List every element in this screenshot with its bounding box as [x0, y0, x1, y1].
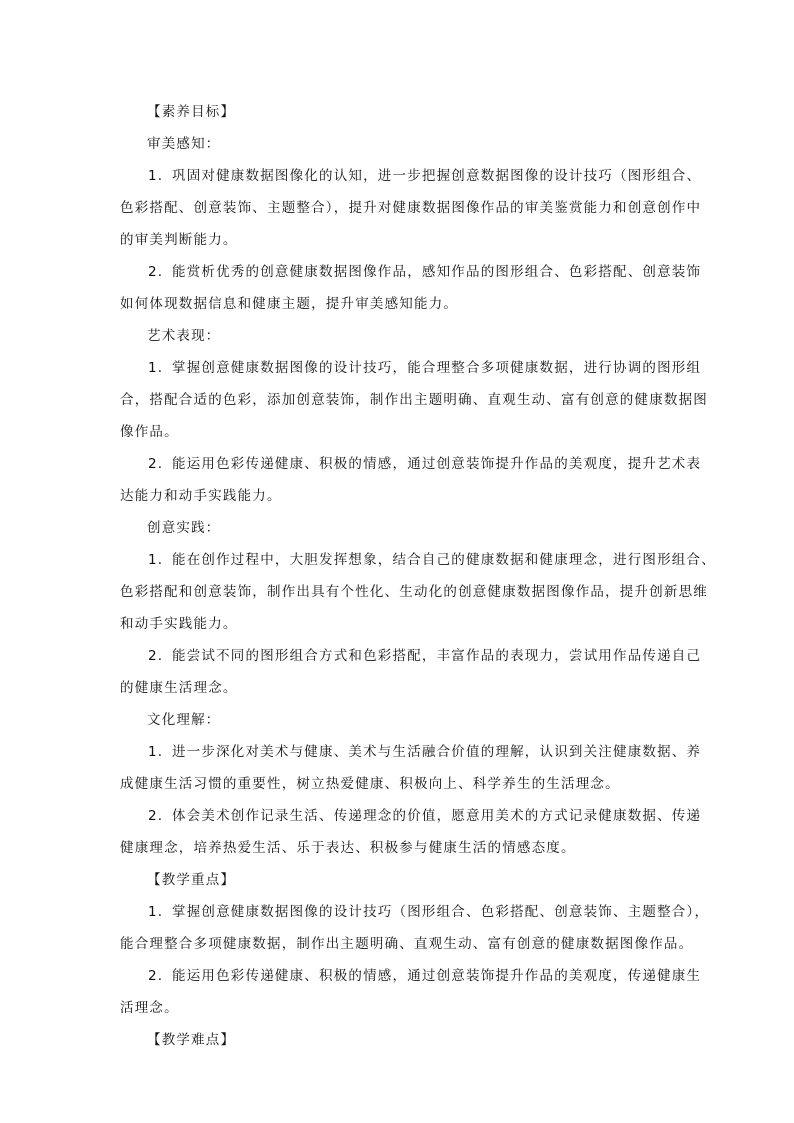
- heading-text: 【教学难点】: [147, 1032, 236, 1048]
- item-number: 1.: [148, 904, 164, 920]
- item-text: 掌握创意健康数据图像的设计技巧（图形组合、色彩搭配、创意装饰、主题整合），: [172, 904, 710, 920]
- continuation-line: [120, 480, 680, 512]
- item-text: 和动手实践能力。: [120, 616, 238, 632]
- subsection-text: 文化理解：: [147, 712, 221, 728]
- item-text: 体会美术创作记录生活、传递理念的价值，愿意用美术的方式记录健康数据、传递: [172, 808, 702, 824]
- list-item: [120, 160, 702, 192]
- continuation-line: [120, 608, 680, 640]
- item-text: 健康理念，培养热爱生活、乐于表达、积极参与健康生活的情感态度。: [120, 840, 576, 856]
- continuation-line: [120, 416, 680, 448]
- subsection-label: [120, 320, 680, 352]
- item-text: 能在创作过程中，大胆发挥想象，结合自己的健康数据和健康理念，进行图形组合、: [172, 552, 716, 568]
- continuation-line: [120, 672, 680, 704]
- item-text: 能尝试不同的图形组合方式和色彩搭配，丰富作品的表现力，尝试用作品传递自己: [172, 648, 702, 664]
- list-item: [120, 800, 702, 832]
- heading-text: 【素养目标】: [147, 104, 236, 120]
- list-item: [120, 640, 702, 672]
- item-number: 2.: [148, 456, 164, 472]
- continuation-line: [120, 928, 694, 960]
- item-text: 成健康生活习惯的重要性，树立热爱健康、积极向上、科学养生的生活理念。: [120, 776, 620, 792]
- continuation-line: [120, 832, 680, 864]
- item-text: 合，搭配合适的色彩，添加创意装饰，制作出主题明确、直观生动、富有创意的健康数据图: [120, 392, 708, 408]
- list-item: [120, 544, 716, 576]
- item-text: 能赏析优秀的创意健康数据图像作品，感知作品的图形组合、色彩搭配、创意装饰: [172, 264, 702, 280]
- continuation-line: [120, 384, 708, 416]
- continuation-line: [120, 576, 708, 608]
- section-heading: [120, 96, 680, 128]
- continuation-line: [120, 192, 702, 224]
- continuation-line: [120, 992, 680, 1024]
- item-text: 能运用色彩传递健康、积极的情感，通过创意装饰提升作品的美观度，提升艺术表: [172, 456, 702, 472]
- continuation-line: [120, 224, 680, 256]
- item-number: 2.: [148, 264, 164, 280]
- item-number: 2.: [148, 968, 164, 984]
- item-text: 能运用色彩传递健康、积极的情感，通过创意装饰提升作品的美观度，传递健康生: [172, 968, 702, 984]
- list-item: [120, 448, 702, 480]
- item-text: 如何体现数据信息和健康主题，提升审美感知能力。: [120, 296, 459, 312]
- subsection-label: [120, 128, 680, 160]
- section-heading: [120, 1024, 680, 1056]
- list-item: [120, 352, 702, 384]
- subsection-text: 审美感知：: [147, 136, 221, 152]
- item-text: 的健康生活理念。: [120, 680, 238, 696]
- item-text: 的审美判断能力。: [120, 232, 238, 248]
- item-text: 进一步深化对美术与健康、美术与生活融合价值的理解，认识到关注健康数据、养: [172, 744, 702, 760]
- item-number: 1.: [148, 360, 164, 376]
- list-item: [120, 896, 710, 928]
- section-heading: [120, 864, 680, 896]
- item-number: 2.: [148, 648, 164, 664]
- item-text: 巩固对健康数据图像化的认知，进一步把握创意数据图像的设计技巧（图形组合、: [172, 168, 702, 184]
- continuation-line: [120, 288, 680, 320]
- list-item: [120, 256, 702, 288]
- item-number: 1.: [148, 168, 164, 184]
- item-number: 2.: [148, 808, 164, 824]
- subsection-text: 艺术表现：: [147, 328, 221, 344]
- item-text: 达能力和动手实践能力。: [120, 488, 282, 504]
- subsection-label: [120, 512, 680, 544]
- item-text: 像作品。: [120, 424, 179, 440]
- list-item: [120, 960, 702, 992]
- item-text: 能合理整合多项健康数据，制作出主题明确、直观生动、富有创意的健康数据图像作品。: [120, 936, 694, 952]
- document-body: [120, 96, 716, 1056]
- subsection-text: 创意实践：: [147, 520, 221, 536]
- item-text: 掌握创意健康数据图像的设计技巧，能合理整合多项健康数据，进行协调的图形组: [172, 360, 702, 376]
- item-text: 色彩搭配、创意装饰、主题整合），提升对健康数据图像作品的审美鉴赏能力和创意创作中: [120, 200, 702, 216]
- item-number: 1.: [148, 744, 164, 760]
- subsection-label: [120, 704, 680, 736]
- item-text: 活理念。: [120, 1000, 179, 1016]
- item-number: 1.: [148, 552, 164, 568]
- item-text: 色彩搭配和创意装饰，制作出具有个性化、生动化的创意健康数据图像作品，提升创新思维: [120, 584, 708, 600]
- list-item: [120, 736, 702, 768]
- heading-text: 【教学重点】: [147, 872, 236, 888]
- continuation-line: [120, 768, 680, 800]
